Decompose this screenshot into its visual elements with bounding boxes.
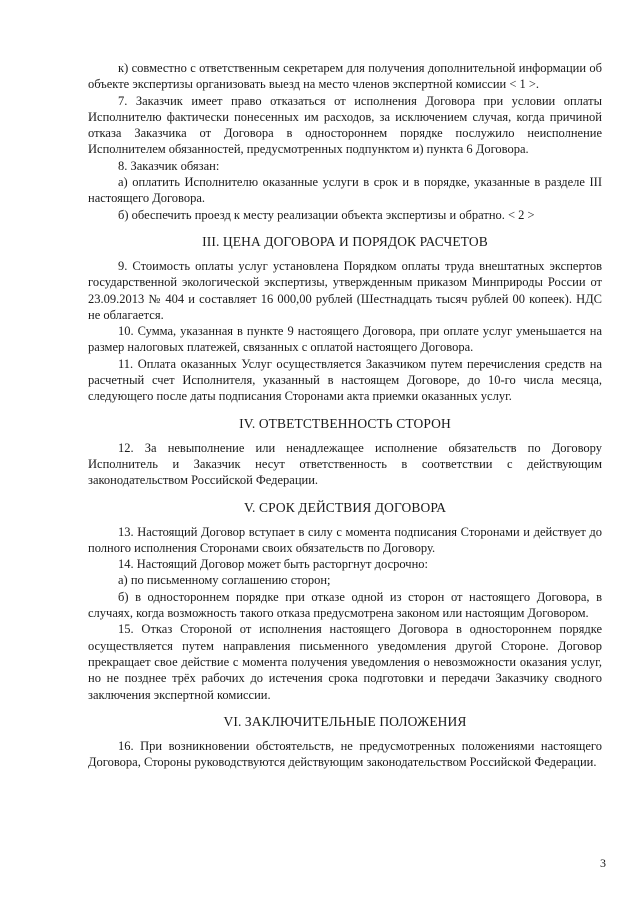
- paragraph-12: 12. За невыполнение или ненадлежащее исполнение обязательств по Договору Исполнитель и Заказчик несут ответственность в соответствии с действующим законодательством Российской Федерации.: [88, 440, 602, 488]
- paragraph-11: 11. Оплата оказанных Услуг осуществляется Заказчиком путем перечисления средств на расчетный счет Исполнителя, указанный в настоящем Договоре, до 10-го числа месяца, следующего после даты подписания Сторонами акта приемки оказанных услуг.: [88, 356, 602, 404]
- paragraph-15: 15. Отказ Стороной от исполнения настоящего Договора в одностороннем порядке осуществляется путем направления письменного уведомления другой Стороне. Договор прекращает свое действие с момента получения уведомления о невозможности оказания услуг, но не позднее трёх рабочих до истечения срока подготовки и передачи Заказчику сводного заключения экспертной комиссии.: [88, 622, 602, 702]
- paragraph-8a: а) оплатить Исполнителю оказанные услуги в срок и в порядке, указанные в разделе III настоящего Договора.: [88, 175, 602, 206]
- paragraph-10: 10. Сумма, указанная в пункте 9 настоящего Договора, при оплате услуг уменьшается на размер налоговых платежей, связанных с оплатой настоящего Договора.: [88, 324, 602, 355]
- section-heading-v: V. СРОК ДЕЙСТВИЯ ДОГОВОРА: [243, 499, 447, 515]
- paragraph-14a: а) по письменному соглашению сторон;: [118, 573, 331, 588]
- section-heading-iv: IV. ОТВЕТСТВЕННОСТЬ СТОРОН: [239, 415, 451, 431]
- paragraph-14: 14. Настоящий Договор может быть расторгнут досрочно:: [118, 557, 428, 572]
- paragraph-16: 16. При возникновении обстоятельств, не предусмотренных положениями настоящего Договора, Стороны руководствуются действующим законодательством Российской Федерации.: [88, 738, 602, 770]
- paragraph-7: 7. Заказчик имеет право отказаться от исполнения Договора при условии оплаты Исполнителю фактически понесенных им расходов, за исключением случая, когда причиной отказа Заказчика от Договора в одностороннем порядке послужило неисполнение Исполнителем обязанностей, предусмотренных подпунктом и) пункта 6 Договора.: [88, 93, 602, 157]
- paragraph-14b: б) в одностороннем порядке при отказе одной из сторон от настоящего Договора, в случаях, когда возможность такого отказа предусмотрена законом или настоящим Договором.: [88, 589, 602, 621]
- section-heading-vi: VI. ЗАКЛЮЧИТЕЛЬНЫЕ ПОЛОЖЕНИЯ: [223, 713, 467, 729]
- page-content: [88, 60, 602, 770]
- paragraph-6k: к) совместно с ответственным секретарем для получения дополнительной информации об объекте экспертизы организовать выезд на место членов экспертной комиссии < 1 >.: [88, 61, 602, 92]
- section-heading-iii: III. ЦЕНА ДОГОВОРА И ПОРЯДОК РАСЧЕТОВ: [202, 233, 488, 249]
- paragraph-13: 13. Настоящий Договор вступает в силу с момента подписания Сторонами и действует до полного исполнения Сторонами своих обязательств по Договору.: [88, 524, 602, 555]
- paragraph-8b: б) обеспечить проезд к месту реализации объекта экспертизы и обратно. < 2 >: [118, 207, 535, 222]
- paragraph-8: 8. Заказчик обязан:: [118, 158, 220, 173]
- page-number: 3: [600, 856, 606, 870]
- paragraph-9: 9. Стоимость оплаты услуг установлена Порядком оплаты труда внештатных экспертов государственной экологической экспертизы, утвержденным приказом Минприроды России от 23.09.2013 № 404 и составляет 16 000,00 рублей (Шестнадцать тысяч рублей 00 копеек). НДС не облагается.: [88, 258, 602, 322]
